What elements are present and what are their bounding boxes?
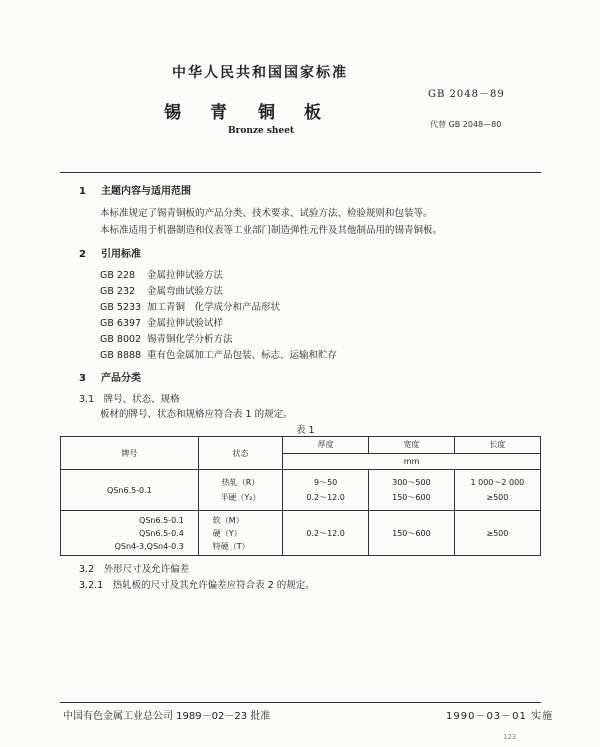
grade-value: QSn6.5-0.1 bbox=[139, 515, 184, 525]
effective-date: 1990－03－01 实施 bbox=[446, 711, 554, 722]
english-title: Bronze sheet bbox=[228, 126, 295, 136]
section3-number: 3 bbox=[79, 373, 86, 384]
thickness-cell: 0.2～12.0 bbox=[283, 511, 369, 556]
ref-code: GB 8888 bbox=[100, 350, 142, 361]
header-divider bbox=[60, 172, 541, 173]
section2-title: 引用标准 bbox=[101, 249, 141, 260]
width-value: 150～600 bbox=[392, 493, 431, 502]
ref-code: GB 8002 bbox=[100, 334, 142, 345]
ref-item bbox=[100, 267, 223, 281]
col-header-width: 宽度 bbox=[369, 437, 455, 454]
table-1 bbox=[60, 436, 541, 556]
grade-cell bbox=[61, 511, 199, 556]
ref-name: 重有色金属加工产品包装、标志、运输和贮存 bbox=[147, 350, 338, 361]
subsection-3-1-label: 3.1 牌号、状态、规格 bbox=[79, 394, 180, 405]
state-cell bbox=[198, 511, 282, 556]
col-header-thickness: 厚度 bbox=[283, 437, 369, 454]
state-value: 半硬（Y₂） bbox=[220, 493, 261, 502]
ref-item bbox=[100, 315, 223, 329]
ref-code: GB 232 bbox=[100, 286, 136, 297]
section1-paragraph-1: 本标准规定了锡青铜板的产品分类、技术要求、试验方法、检验规则和包装等。 bbox=[100, 208, 433, 219]
state-value: 硬（Y） bbox=[212, 528, 242, 538]
replaces-note: 代替 GB 2048—80 bbox=[430, 120, 502, 129]
section3-title: 产品分类 bbox=[101, 373, 141, 384]
ref-name: 金属弯曲试验方法 bbox=[147, 286, 224, 297]
standard-code: GB 2048－89 bbox=[428, 89, 505, 100]
subsection-3-2-label: 3.2 外形尺寸及允许偏差 bbox=[79, 564, 190, 575]
section2-number: 2 bbox=[79, 249, 86, 260]
ref-code: GB 5233 bbox=[100, 302, 142, 313]
state-value: 热轧（R） bbox=[221, 478, 260, 487]
length-value: 1 000～2 000 bbox=[470, 478, 525, 487]
width-cell bbox=[369, 470, 455, 511]
ref-code: GB 228 bbox=[100, 270, 136, 281]
length-value: ≥500 bbox=[486, 493, 509, 502]
ref-item bbox=[100, 331, 233, 345]
width-value: 300～500 bbox=[392, 478, 431, 487]
grade-cell: QSn6.5-0.1 bbox=[61, 470, 199, 511]
col-header-length: 长度 bbox=[454, 437, 540, 454]
state-value: 特硬（T） bbox=[212, 541, 250, 551]
footer-divider bbox=[60, 702, 541, 703]
ref-name: 金属拉伸试验试样 bbox=[147, 318, 224, 329]
page-number: 123 bbox=[503, 733, 517, 741]
section1-title: 主题内容与适用范围 bbox=[101, 186, 191, 197]
title-char-4: 板 bbox=[304, 103, 321, 123]
length-cell: ≥500 bbox=[454, 511, 540, 556]
ref-code: GB 6397 bbox=[100, 318, 142, 329]
length-cell bbox=[454, 470, 540, 511]
grade-value: QSn4-3,QSn4-0.3 bbox=[114, 541, 184, 551]
width-cell: 150～600 bbox=[369, 511, 455, 556]
thickness-cell bbox=[283, 470, 369, 511]
table-row bbox=[61, 511, 541, 556]
subsection-3-1-text: 板材的牌号、状态和规格应符合表 1 的规定。 bbox=[100, 409, 293, 420]
thickness-value: 9～50 bbox=[313, 478, 338, 487]
unit-cell: mm bbox=[283, 453, 541, 470]
thickness-value: 0.2～12.0 bbox=[306, 493, 345, 502]
section2-heading bbox=[79, 245, 141, 260]
section1-number: 1 bbox=[79, 186, 86, 197]
ref-item bbox=[100, 347, 337, 361]
state-value: 软（M） bbox=[212, 515, 244, 525]
ref-item bbox=[100, 283, 223, 297]
title-char-1: 锡 bbox=[164, 103, 181, 123]
standard-nation-heading: 中华人民共和国国家标准 bbox=[172, 65, 348, 81]
ref-name: 锡青铜化学分析方法 bbox=[147, 334, 233, 345]
ref-name: 加工青铜 化学成分和产品形状 bbox=[147, 302, 281, 313]
state-cell bbox=[198, 470, 282, 511]
section1-paragraph-2: 本标准适用于机器制造和仪表等工业部门制造弹性元件及其他制品用的锡青铜板。 bbox=[100, 225, 443, 236]
ref-item bbox=[100, 299, 280, 313]
table1-title: 表 1 bbox=[296, 425, 315, 436]
title-char-3: 铜 bbox=[258, 103, 275, 123]
col-header-state: 状态 bbox=[198, 437, 282, 470]
table-row bbox=[61, 470, 541, 511]
section3-heading bbox=[79, 369, 141, 384]
section1-heading bbox=[79, 182, 191, 197]
ref-name: 金属拉伸试验方法 bbox=[147, 270, 224, 281]
title-char-2: 青 bbox=[210, 103, 227, 123]
subsection-3-2-1-text: 3.2.1 热轧板的尺寸及其允许偏差应符合表 2 的规定。 bbox=[79, 580, 315, 591]
table-header-row bbox=[61, 437, 541, 454]
approval-line: 中国有色金属工业总公司 1989－02－23 批准 bbox=[63, 711, 271, 722]
col-header-grade: 牌号 bbox=[61, 437, 199, 470]
grade-value: QSn6.5-0.4 bbox=[139, 528, 184, 538]
